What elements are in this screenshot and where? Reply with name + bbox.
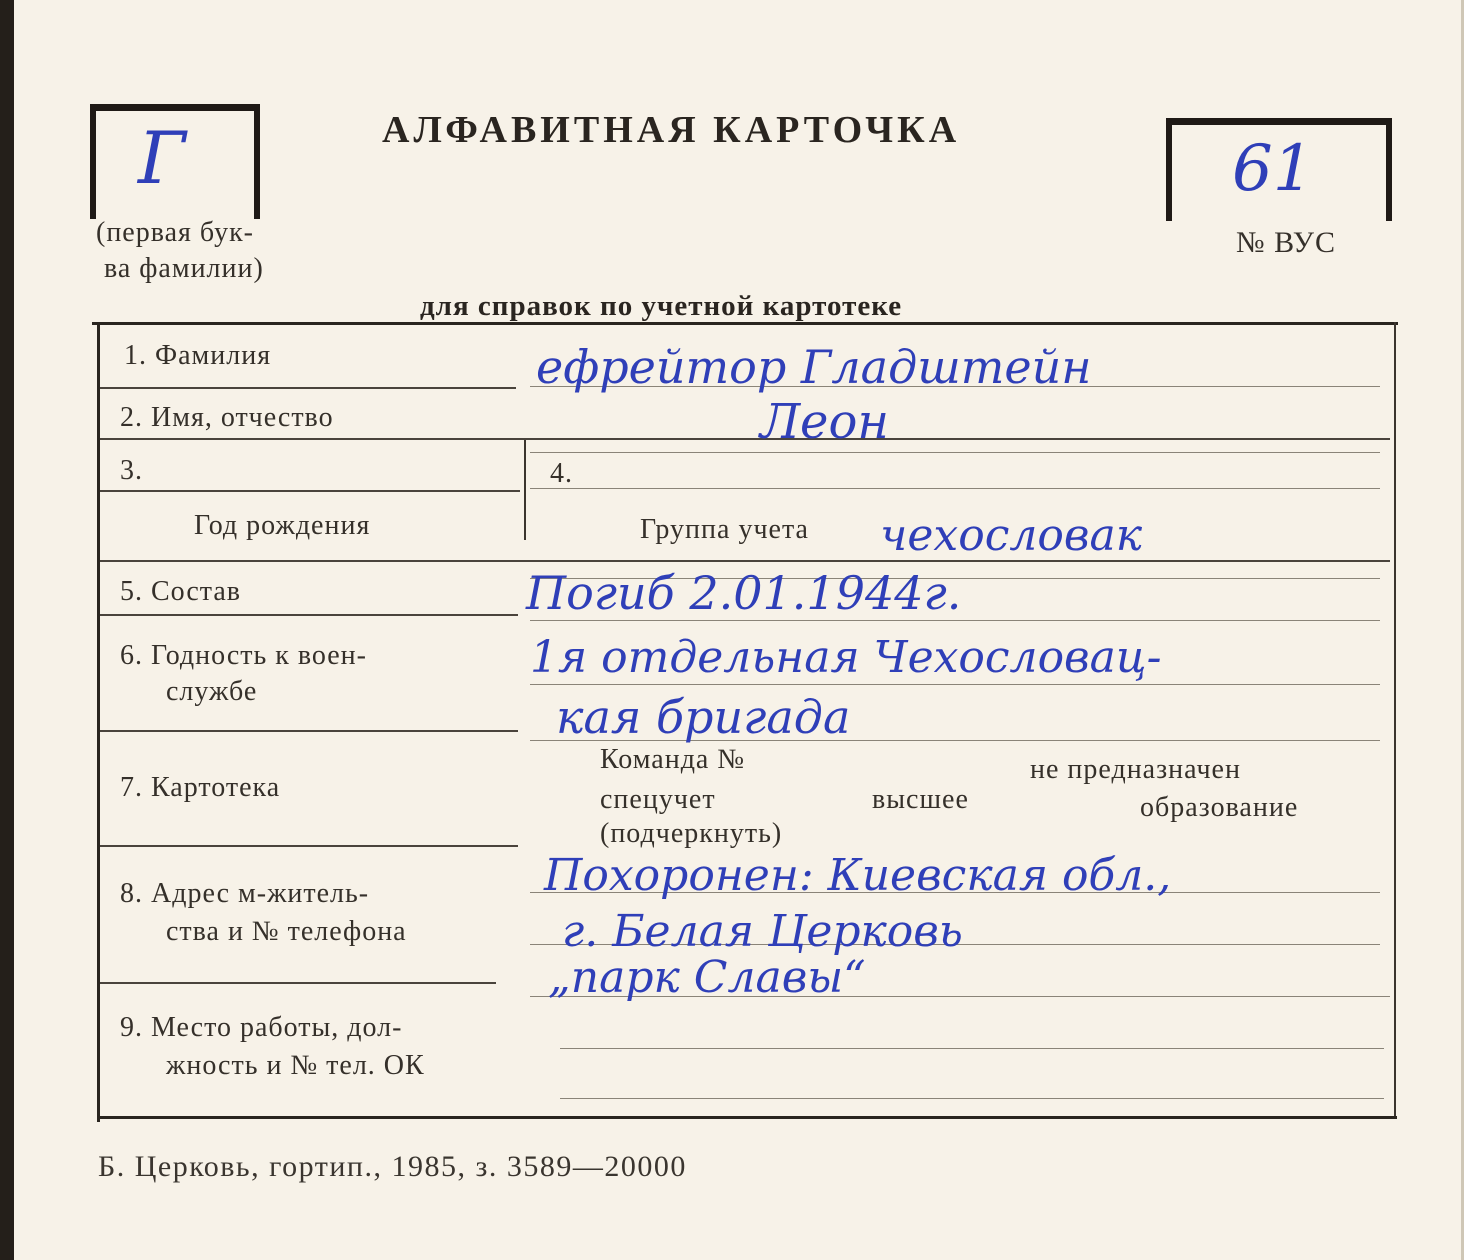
scan-edge-left xyxy=(0,0,14,1260)
vus-caption: № ВУС xyxy=(1236,226,1336,259)
field-5-label: 5. Состав xyxy=(120,576,242,607)
table-left-border xyxy=(97,322,100,1122)
field-7-education: образование xyxy=(1140,792,1299,823)
printer-footer: Б. Церковь, гортип., 1985, з. 3589—20000 xyxy=(98,1150,687,1183)
field-7-label: 7. Картотека xyxy=(120,772,281,803)
table-top-border xyxy=(92,322,1398,325)
card-title: АЛФАВИТНАЯ КАРТОЧКА xyxy=(382,109,961,151)
table-column-divider xyxy=(524,440,526,540)
ruled-line-right-5 xyxy=(530,620,1380,621)
field-6-label-line2: службе xyxy=(166,676,258,707)
letter-box-caption-line2: ва фамилии) xyxy=(104,253,264,284)
field-2-label: 2. Имя, отчество xyxy=(120,402,334,433)
row-separator-7 xyxy=(100,845,518,847)
ruled-line-right-12 xyxy=(560,1098,1384,1099)
table-right-border xyxy=(1394,322,1396,1117)
card-subtitle: для справок по учетной картотеке xyxy=(420,290,903,322)
field-3-number: 3. xyxy=(120,455,143,486)
first-letter-handwritten: Г xyxy=(138,116,186,200)
field-7-command: Команда № xyxy=(600,744,746,775)
field-6-label-line1: 6. Годность к воен- xyxy=(120,640,367,671)
field-9-label-line2: жность и № тел. ОК xyxy=(166,1050,425,1081)
vus-handwritten: 61 xyxy=(1232,132,1314,206)
field-7-underline-hint: (подчеркнуть) xyxy=(600,818,783,849)
handwritten-unit-line2: кая бригада xyxy=(556,690,851,744)
table-bottom-border xyxy=(97,1116,1397,1119)
handwritten-name: Леон xyxy=(760,394,889,450)
field-7-higher: высшее xyxy=(872,784,969,815)
handwritten-burial-line3: „парк Славы“ xyxy=(548,952,866,1003)
row-separator-8 xyxy=(100,982,496,984)
row-separator-3 xyxy=(100,490,520,492)
letter-box-caption-line1: (первая бук- xyxy=(96,217,255,248)
row-separator-1 xyxy=(100,387,516,389)
handwritten-unit-line1: 1я отдельная Чехословац- xyxy=(530,632,1162,683)
row-separator-5 xyxy=(100,614,518,616)
field-8-label-line2: ства и № телефона xyxy=(166,916,407,947)
ruled-line-right-6 xyxy=(530,684,1380,685)
ruled-line-right-2 xyxy=(530,452,1380,453)
handwritten-burial-line1: Похоронен: Киевская обл., xyxy=(544,850,1172,901)
field-4-label: Группа учета xyxy=(640,514,809,545)
row-separator-6 xyxy=(100,730,518,732)
field-7-not-assigned: не предназначен xyxy=(1030,754,1241,785)
field-4-number: 4. xyxy=(550,458,573,489)
field-8-label-line1: 8. Адрес м-житель- xyxy=(120,878,370,909)
field-9-label-line1: 9. Место работы, дол- xyxy=(120,1012,403,1043)
handwritten-surname: ефрейтор Гладштейн xyxy=(536,340,1092,394)
row-separator-4 xyxy=(100,560,1390,562)
field-1-label: 1. Фамилия xyxy=(124,340,272,371)
ruled-line-right-3 xyxy=(530,488,1380,489)
ruled-line-right-11 xyxy=(560,1048,1384,1049)
handwritten-death: Погиб 2.01.1944г. xyxy=(526,566,962,620)
handwritten-burial-line2: г. Белая Церковь xyxy=(562,906,963,957)
handwritten-group: чехословак xyxy=(880,510,1142,561)
row-separator-2 xyxy=(100,438,1390,440)
field-7-special: спецучет xyxy=(600,784,716,815)
field-3-label: Год рождения xyxy=(194,510,371,541)
